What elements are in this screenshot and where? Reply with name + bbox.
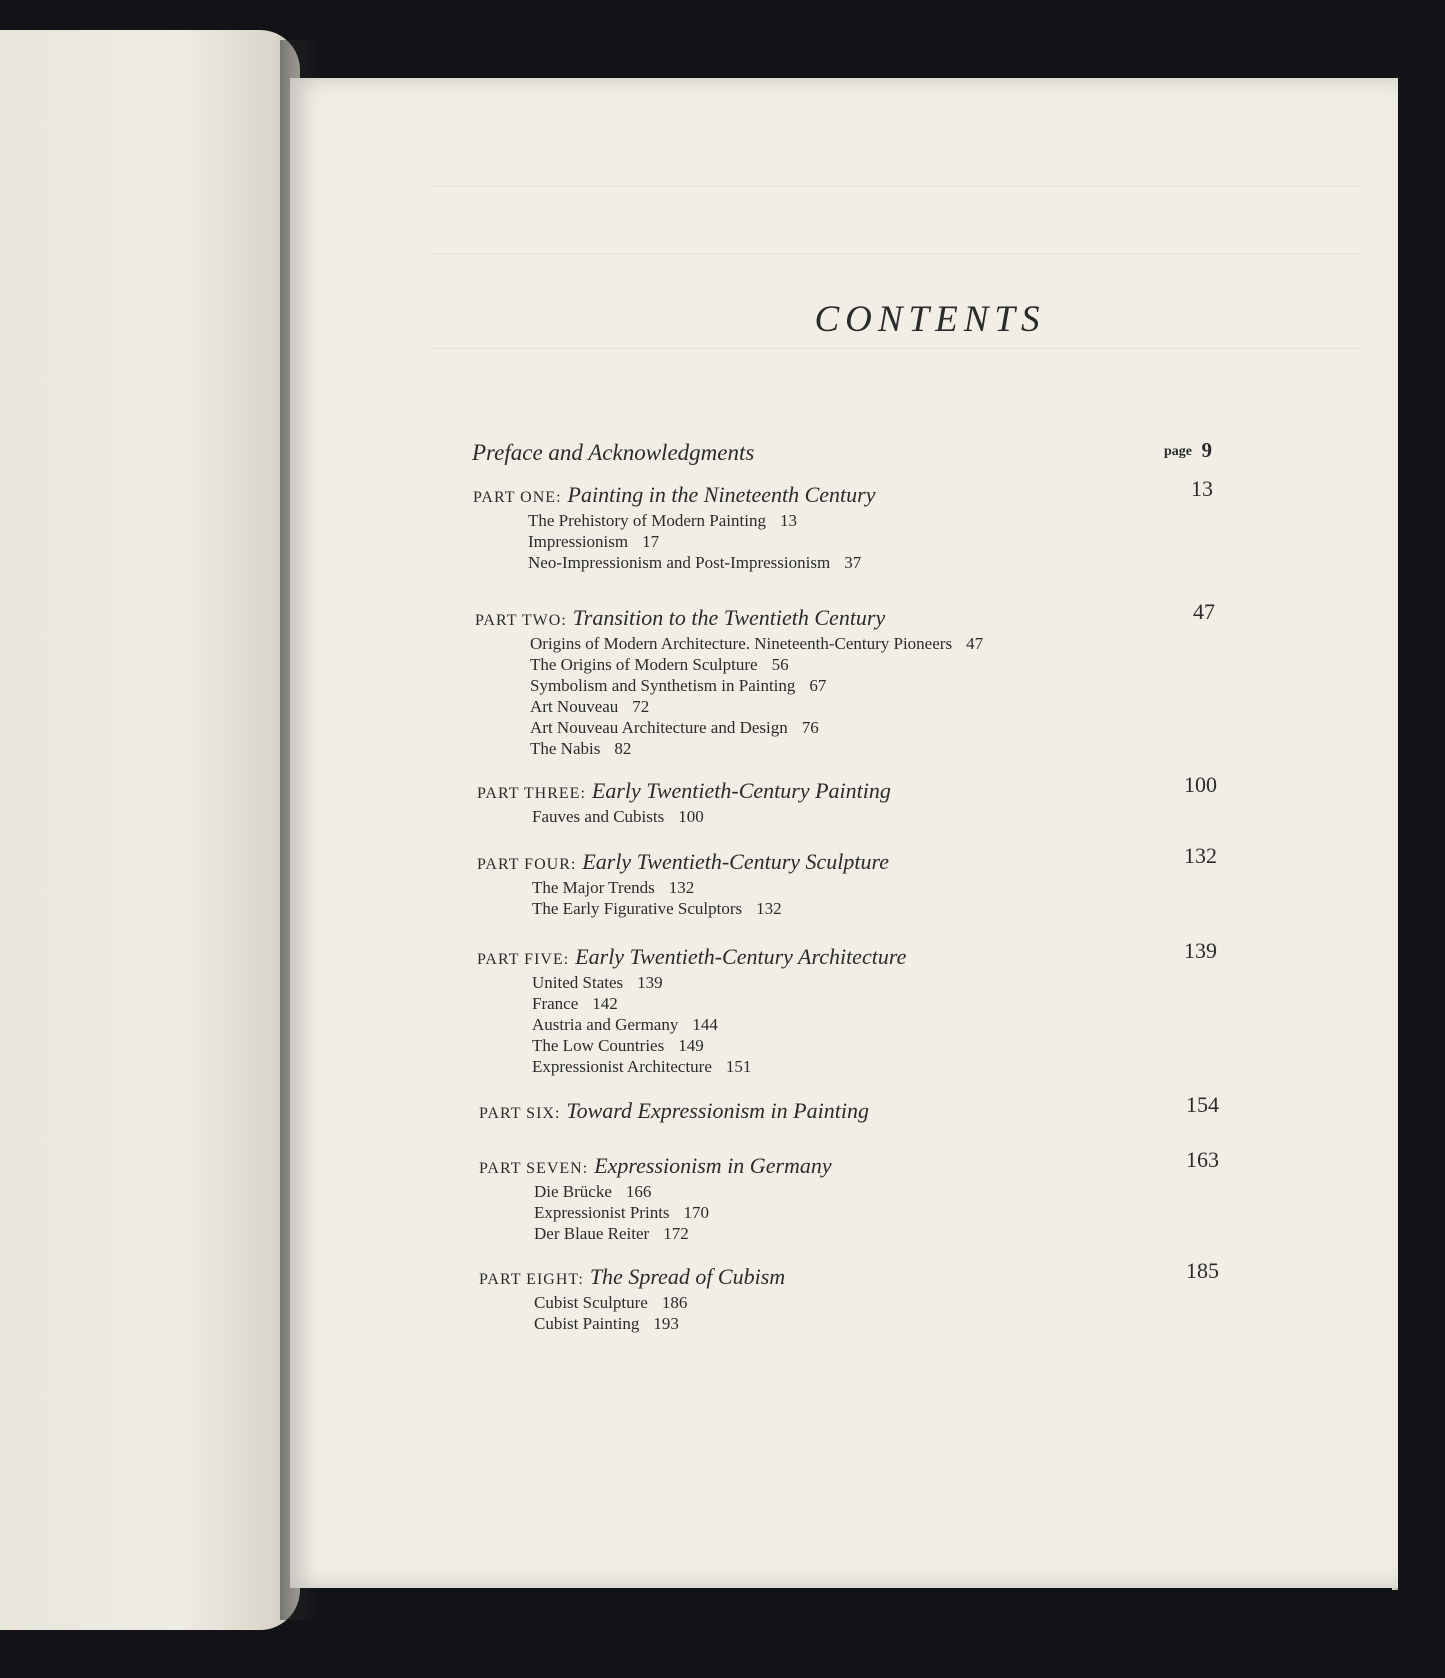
chapter-title: The Origins of Modern Sculpture <box>530 655 758 674</box>
part-label: PART SEVEN: <box>479 1160 589 1177</box>
part-heading <box>477 772 1237 806</box>
chapter-entry <box>473 531 1233 552</box>
part-page-number: 163 <box>1186 1147 1219 1172</box>
part-title: The Spread of Cubism <box>589 1264 786 1289</box>
chapter-title: Art Nouveau Architecture and Design <box>530 718 788 737</box>
part-label: PART THREE: <box>477 785 586 802</box>
chapter-entry <box>479 1202 1239 1223</box>
chapter-title: Neo-Impressionism and Post-Impressionism <box>528 553 831 572</box>
part-heading <box>479 1258 1239 1292</box>
part-title: Expressionism in Germany <box>594 1153 832 1178</box>
part-heading <box>475 599 1235 633</box>
part-entry <box>479 1092 1239 1126</box>
part-page-number: 139 <box>1184 938 1217 963</box>
part-entry <box>479 1258 1239 1334</box>
chapter-entry <box>477 1056 1237 1077</box>
chapter-title: The Low Countries <box>532 1036 665 1055</box>
chapter-title: Die Brücke <box>534 1182 612 1201</box>
chapter-title: Impressionism <box>528 532 629 551</box>
chapter-page-number: 100 <box>678 807 704 826</box>
chapter-page-number: 172 <box>663 1224 689 1243</box>
left-page <box>0 30 300 1630</box>
chapter-page-number: 139 <box>637 973 663 992</box>
chapter-title: United States <box>532 973 624 992</box>
chapter-page-number: 17 <box>642 532 660 551</box>
chapter-entry <box>475 633 1235 654</box>
part-page-number: 132 <box>1184 843 1217 868</box>
chapter-title: Symbolism and Synthetism in Painting <box>530 676 796 695</box>
chapter-page-number: 56 <box>771 655 789 674</box>
chapter-entry <box>475 738 1235 759</box>
chapter-title: Cubist Sculpture <box>534 1293 648 1312</box>
part-page-number: 13 <box>1191 476 1213 501</box>
chapter-page-number: 37 <box>844 553 862 572</box>
part-entry <box>475 599 1235 759</box>
chapter-page-number: 47 <box>966 634 984 653</box>
preface-title: Preface and Acknowledgments <box>472 440 755 465</box>
page-word: page <box>1164 444 1192 459</box>
contents-page <box>290 78 1398 1588</box>
chapter-entry <box>475 696 1235 717</box>
chapter-page-number: 132 <box>756 899 782 918</box>
part-page-number: 185 <box>1186 1258 1219 1283</box>
part-heading <box>473 476 1233 510</box>
chapter-title: The Early Figurative Sculptors <box>532 899 743 918</box>
chapter-page-number: 76 <box>801 718 819 737</box>
chapter-title: Fauves and Cubists <box>532 807 665 826</box>
part-heading <box>477 843 1237 877</box>
chapter-entry <box>477 806 1237 827</box>
chapter-page-number: 67 <box>809 676 827 695</box>
chapter-entry <box>477 877 1237 898</box>
chapter-entry <box>477 898 1237 919</box>
preface-page-number: 9 <box>1201 438 1212 462</box>
part-page-number: 47 <box>1193 599 1215 624</box>
part-label: PART EIGHT: <box>479 1271 584 1288</box>
chapter-entry <box>475 675 1235 696</box>
part-title: Toward Expressionism in Painting <box>566 1098 869 1123</box>
page-title: CONTENTS <box>814 299 1046 340</box>
part-title: Early Twentieth-Century Architecture <box>575 944 907 969</box>
part-label: PART SIX: <box>479 1105 561 1122</box>
chapter-title: The Major Trends <box>532 878 655 897</box>
chapter-entry <box>477 1014 1237 1035</box>
part-entry <box>477 843 1237 919</box>
part-label: PART TWO: <box>475 612 567 629</box>
chapter-page-number: 151 <box>725 1057 752 1076</box>
chapter-entry <box>477 1035 1237 1056</box>
chapter-entry <box>475 717 1235 738</box>
chapter-entry <box>473 510 1233 531</box>
part-page-number: 154 <box>1186 1092 1219 1117</box>
part-entry <box>473 476 1233 573</box>
part-heading <box>479 1092 1239 1126</box>
chapter-entry <box>477 993 1237 1014</box>
chapter-page-number: 13 <box>779 511 797 530</box>
chapter-page-number: 166 <box>625 1182 652 1201</box>
part-heading <box>479 1147 1239 1181</box>
part-title: Early Twentieth-Century Sculpture <box>582 849 890 874</box>
preface-entry <box>472 440 1232 466</box>
chapter-page-number: 82 <box>614 739 632 758</box>
chapter-title: Cubist Painting <box>534 1314 640 1333</box>
part-title: Painting in the Nineteenth Century <box>567 482 876 507</box>
chapter-title: Der Blaue Reiter <box>534 1224 650 1243</box>
chapter-title: France <box>532 994 579 1013</box>
chapter-page-number: 132 <box>668 878 695 897</box>
part-title: Early Twentieth-Century Painting <box>591 778 891 803</box>
part-page-number: 100 <box>1184 772 1217 797</box>
part-title: Transition to the Twentieth Century <box>572 605 886 630</box>
chapter-page-number: 186 <box>661 1293 688 1312</box>
chapter-entry <box>479 1181 1239 1202</box>
chapter-page-number: 149 <box>678 1036 704 1055</box>
chapter-page-number: 72 <box>632 697 650 716</box>
part-entry <box>477 772 1237 827</box>
chapter-entry <box>477 972 1237 993</box>
chapter-entry <box>475 654 1235 675</box>
chapter-page-number: 193 <box>653 1314 679 1333</box>
chapter-title: Origins of Modern Architecture. Nineteenth-Century Pioneers <box>530 634 953 653</box>
chapter-page-number: 170 <box>683 1203 710 1222</box>
chapter-entry <box>479 1223 1239 1244</box>
chapter-title: Expressionist Architecture <box>532 1057 712 1076</box>
part-heading <box>477 938 1237 972</box>
part-entry <box>477 938 1237 1077</box>
part-label: PART FIVE: <box>477 951 570 968</box>
chapter-page-number: 142 <box>592 994 618 1013</box>
chapter-title: Art Nouveau <box>530 697 619 716</box>
chapter-title: The Nabis <box>530 739 601 758</box>
part-label: PART FOUR: <box>477 856 577 873</box>
chapter-entry <box>479 1313 1239 1334</box>
chapter-title: Austria and Germany <box>532 1015 679 1034</box>
chapter-entry <box>473 552 1233 573</box>
chapter-title: The Prehistory of Modern Painting <box>528 511 766 530</box>
table-of-contents <box>290 78 1398 1588</box>
left-page-bleedthrough <box>0 500 300 695</box>
chapter-page-number: 144 <box>692 1015 718 1034</box>
chapter-entry <box>479 1292 1239 1313</box>
part-label: PART ONE: <box>473 489 562 506</box>
chapter-title: Expressionist Prints <box>534 1203 670 1222</box>
part-entry <box>479 1147 1239 1244</box>
